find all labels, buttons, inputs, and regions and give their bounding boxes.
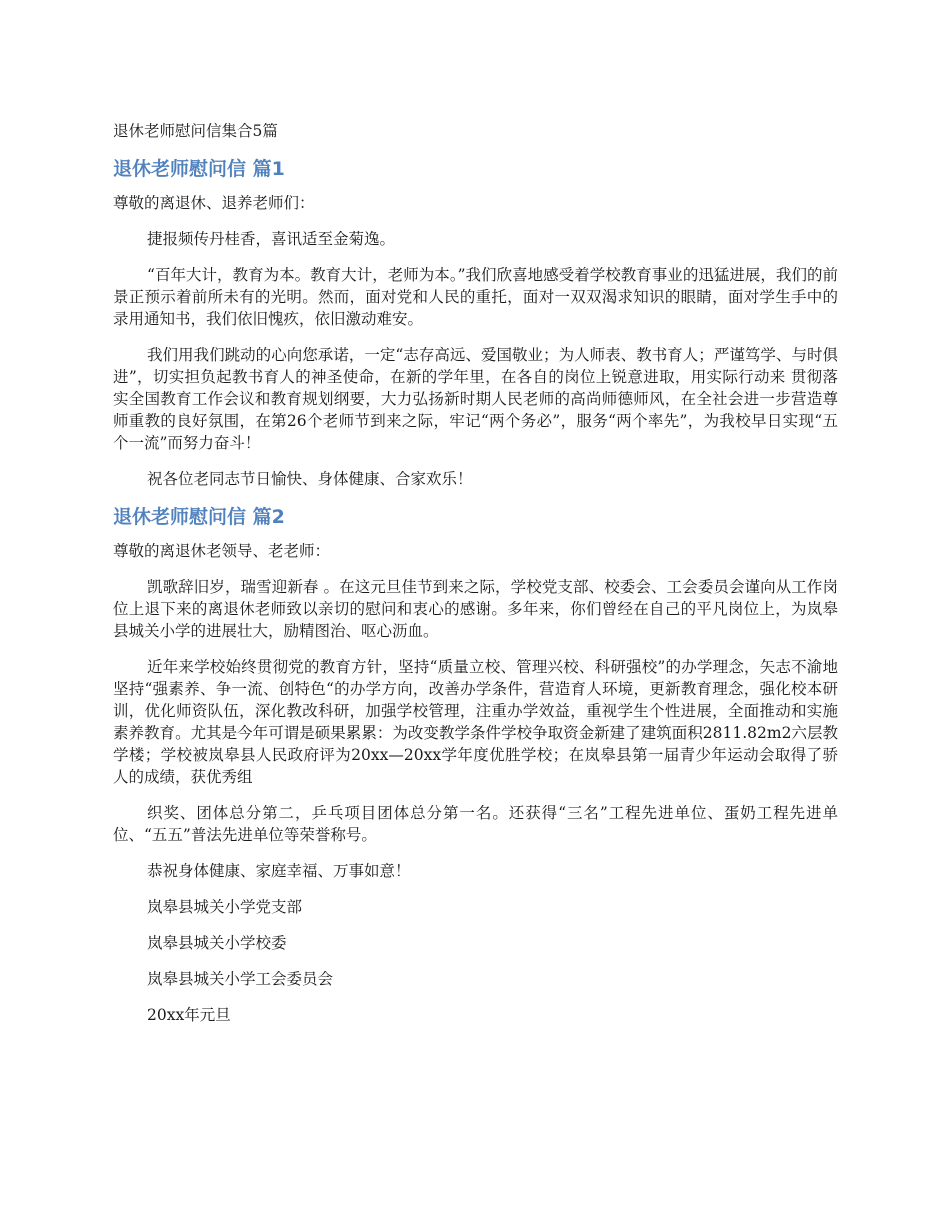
signature-line: 岚皋县城关小学工会委员会 xyxy=(147,970,334,988)
section-2-paragraph: 凯歌辞旧岁，瑞雪迎新春 。在这元旦佳节到来之际，学校党支部、校委会、工会委员会谨向从工作岗位上退下来的离退休老师致以亲切的慰问和衷心的感谢。多年来，你们曾经在自己的平凡岗位上，为岚皋县城关小学的进展壮大，励精图治、呕心沥血。 xyxy=(113,578,838,640)
section-2-paragraph: 织奖、团体总分第二，乒乓项目团体总分第一名。还获得“三名”工程先进单位、蛋奶工程先进单位、“五五”普法先进单位等荣誉称号。 xyxy=(113,804,838,844)
section-2-paragraph: 恭祝身体健康、家庭幸福、万事如意！ xyxy=(147,862,411,880)
section-1-paragraph: 祝各位老同志节日愉快、身体健康、合家欢乐！ xyxy=(147,470,473,488)
section-1-paragraph: “百年大计，教育为本。教育大计，老师为本。”我们欣喜地感受着学校教育事业的迅猛进展，我们的前景正预示着前所未有的光明。然而，面对党和人民的重托，面对一双双渴求知识的眼睛，面对学生手中的录用通知书，我们依旧愧疚，依旧激动难安。 xyxy=(113,266,838,328)
section-1-salutation: 尊敬的离退休、退养老师们： xyxy=(113,194,315,212)
section-2 xyxy=(113,504,838,1026)
signature-line: 岚皋县城关小学校委 xyxy=(147,934,287,952)
section-1-paragraph: 我们用我们跳动的心向您承诺，一定“志存高远、爱国敬业；为人师表、教书育人；严谨笃学、与时俱进”，切实担负起教书育人的神圣使命，在新的学年里，在各自的岗位上锐意进取，用实际行动来 贯彻落实全国教育工作会议和教育规划纲要，大力弘扬新时期人民老师的高尚师德师风，在全社会进一步营造尊师重教的良好氛围，在第26个老师节到来之际，牢记“两个务必”，服务“两个率先”，为我校早日实现“五个一流”而努力奋斗！ xyxy=(113,346,838,452)
section-2-paragraph: 近年来学校始终贯彻党的教育方针，坚持“质量立校、管理兴校、科研强校”的办学理念，矢志不渝地坚持“强素养、争一流、创特色“的办学方向，改善办学条件，营造育人环境，更新教育理念，强化校本研训，优化师资队伍，深化教改科研，加强学校管理，注重办学效益，重视学生个性进展，全面推动和实施素养教育。尤其是今年可谓是硕果累累：为改变教学条件学校争取资金新建了建筑面积2811.82m2六层教学楼；学校被岚皋县人民政府评为20xx—20xx学年度优胜学校；在岚皋县第一届青少年运动会取得了骄人的成绩，获优秀组 xyxy=(113,658,838,786)
section-1 xyxy=(113,156,838,490)
signature-line: 岚皋县城关小学党支部 xyxy=(147,898,303,916)
section-2-salutation: 尊敬的离退休老领导、老老师： xyxy=(113,542,331,560)
document-title: 退休老师慰问信集合5篇 xyxy=(113,122,278,140)
section-2-heading: 退休老师慰问信 篇2 xyxy=(113,506,285,528)
section-1-paragraph: 捷报频传丹桂香，喜讯适至金菊逸。 xyxy=(147,230,396,248)
document-page xyxy=(113,120,838,1040)
signature-date: 20xx年元旦 xyxy=(147,1006,231,1024)
section-1-heading: 退休老师慰问信 篇1 xyxy=(113,158,285,180)
